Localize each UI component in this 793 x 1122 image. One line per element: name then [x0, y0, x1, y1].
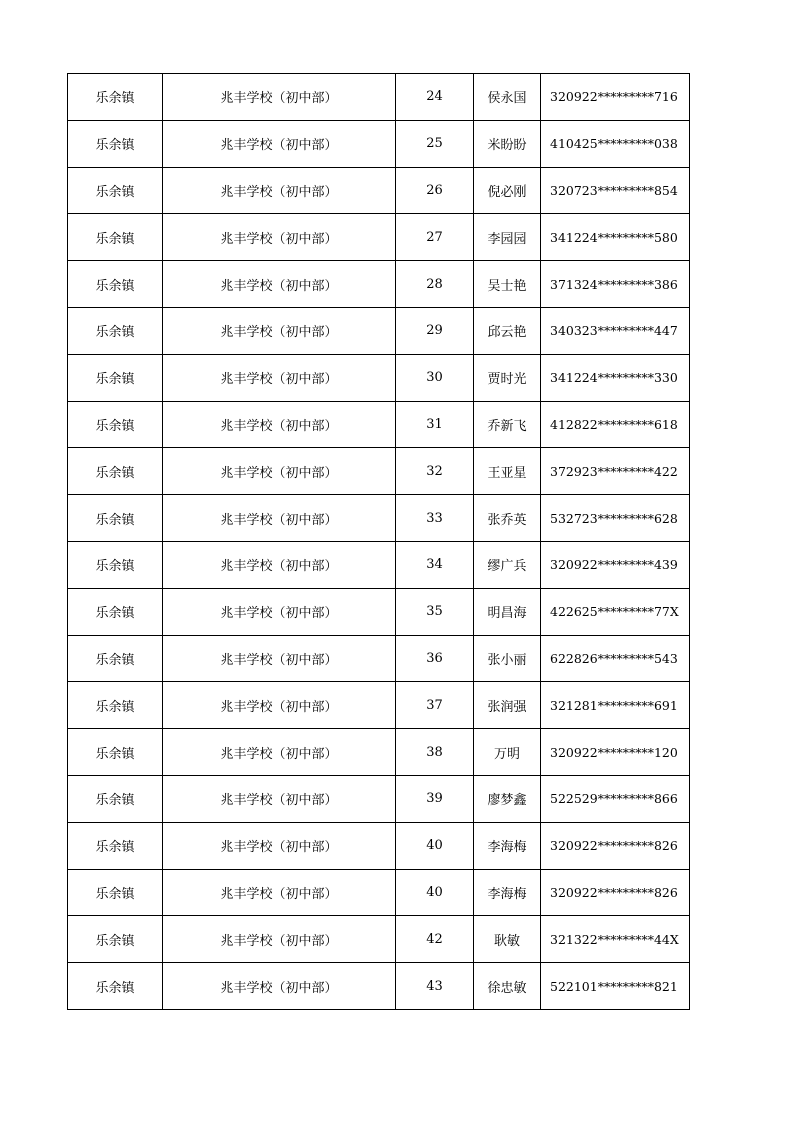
- table-row: [68, 541, 690, 588]
- town-cell: 乐余镇: [68, 354, 163, 401]
- school-cell: 兆丰学校（初中部）: [163, 167, 396, 214]
- school-cell: 兆丰学校（初中部）: [163, 307, 396, 354]
- name-cell: 贾时光: [474, 354, 541, 401]
- table-row: [68, 74, 690, 121]
- town-cell: 乐余镇: [68, 214, 163, 261]
- number-cell: 31: [396, 401, 474, 448]
- school-cell: 兆丰学校（初中部）: [163, 822, 396, 869]
- school-cell: 兆丰学校（初中部）: [163, 588, 396, 635]
- school-cell: 兆丰学校（初中部）: [163, 495, 396, 542]
- name-cell: 耿敏: [474, 916, 541, 963]
- name-cell: 侯永国: [474, 74, 541, 121]
- number-cell: 29: [396, 307, 474, 354]
- number-cell: 24: [396, 74, 474, 121]
- table-row: [68, 495, 690, 542]
- id-number-cell: 320922*********826: [541, 822, 690, 869]
- school-cell: 兆丰学校（初中部）: [163, 214, 396, 261]
- table-row: [68, 729, 690, 776]
- school-cell: 兆丰学校（初中部）: [163, 869, 396, 916]
- table-row: [68, 916, 690, 963]
- table-row: [68, 869, 690, 916]
- id-number-cell: 320723*********854: [541, 167, 690, 214]
- town-cell: 乐余镇: [68, 682, 163, 729]
- id-number-cell: 320922*********826: [541, 869, 690, 916]
- name-cell: 明昌海: [474, 588, 541, 635]
- table-row: [68, 588, 690, 635]
- name-cell: 米盼盼: [474, 120, 541, 167]
- id-number-cell: 372923*********422: [541, 448, 690, 495]
- name-cell: 倪必刚: [474, 167, 541, 214]
- name-cell: 乔新飞: [474, 401, 541, 448]
- id-number-cell: 422625*********77X: [541, 588, 690, 635]
- school-cell: 兆丰学校（初中部）: [163, 916, 396, 963]
- name-cell: 缪广兵: [474, 541, 541, 588]
- name-cell: 徐忠敏: [474, 963, 541, 1010]
- town-cell: 乐余镇: [68, 822, 163, 869]
- town-cell: 乐余镇: [68, 167, 163, 214]
- town-cell: 乐余镇: [68, 635, 163, 682]
- table-row: [68, 448, 690, 495]
- town-cell: 乐余镇: [68, 869, 163, 916]
- school-cell: 兆丰学校（初中部）: [163, 74, 396, 121]
- table-body: [68, 74, 690, 1010]
- number-cell: 28: [396, 261, 474, 308]
- town-cell: 乐余镇: [68, 916, 163, 963]
- number-cell: 26: [396, 167, 474, 214]
- table-row: [68, 167, 690, 214]
- personnel-table: [67, 73, 690, 1010]
- id-number-cell: 340323*********447: [541, 307, 690, 354]
- town-cell: 乐余镇: [68, 495, 163, 542]
- school-cell: 兆丰学校（初中部）: [163, 120, 396, 167]
- town-cell: 乐余镇: [68, 120, 163, 167]
- id-number-cell: 320922*********716: [541, 74, 690, 121]
- number-cell: 40: [396, 822, 474, 869]
- table-row: [68, 120, 690, 167]
- name-cell: 李海梅: [474, 869, 541, 916]
- id-number-cell: 321322*********44X: [541, 916, 690, 963]
- table-row: [68, 214, 690, 261]
- number-cell: 36: [396, 635, 474, 682]
- name-cell: 邱云艳: [474, 307, 541, 354]
- number-cell: 39: [396, 775, 474, 822]
- number-cell: 32: [396, 448, 474, 495]
- school-cell: 兆丰学校（初中部）: [163, 401, 396, 448]
- town-cell: 乐余镇: [68, 729, 163, 776]
- school-cell: 兆丰学校（初中部）: [163, 729, 396, 776]
- name-cell: 李园园: [474, 214, 541, 261]
- school-cell: 兆丰学校（初中部）: [163, 775, 396, 822]
- table-row: [68, 775, 690, 822]
- number-cell: 25: [396, 120, 474, 167]
- school-cell: 兆丰学校（初中部）: [163, 963, 396, 1010]
- id-number-cell: 371324*********386: [541, 261, 690, 308]
- table-row: [68, 261, 690, 308]
- town-cell: 乐余镇: [68, 401, 163, 448]
- id-number-cell: 320922*********120: [541, 729, 690, 776]
- number-cell: 35: [396, 588, 474, 635]
- table-row: [68, 963, 690, 1010]
- number-cell: 27: [396, 214, 474, 261]
- town-cell: 乐余镇: [68, 448, 163, 495]
- school-cell: 兆丰学校（初中部）: [163, 261, 396, 308]
- id-number-cell: 320922*********439: [541, 541, 690, 588]
- number-cell: 42: [396, 916, 474, 963]
- school-cell: 兆丰学校（初中部）: [163, 682, 396, 729]
- town-cell: 乐余镇: [68, 74, 163, 121]
- name-cell: 吴士艳: [474, 261, 541, 308]
- id-number-cell: 412822*********618: [541, 401, 690, 448]
- id-number-cell: 522529*********866: [541, 775, 690, 822]
- number-cell: 40: [396, 869, 474, 916]
- school-cell: 兆丰学校（初中部）: [163, 541, 396, 588]
- town-cell: 乐余镇: [68, 963, 163, 1010]
- number-cell: 34: [396, 541, 474, 588]
- town-cell: 乐余镇: [68, 307, 163, 354]
- id-number-cell: 410425*********038: [541, 120, 690, 167]
- number-cell: 38: [396, 729, 474, 776]
- number-cell: 30: [396, 354, 474, 401]
- id-number-cell: 532723*********628: [541, 495, 690, 542]
- number-cell: 37: [396, 682, 474, 729]
- town-cell: 乐余镇: [68, 261, 163, 308]
- id-number-cell: 341224*********580: [541, 214, 690, 261]
- name-cell: 张润强: [474, 682, 541, 729]
- town-cell: 乐余镇: [68, 775, 163, 822]
- school-cell: 兆丰学校（初中部）: [163, 635, 396, 682]
- town-cell: 乐余镇: [68, 588, 163, 635]
- name-cell: 张乔英: [474, 495, 541, 542]
- table-row: [68, 822, 690, 869]
- number-cell: 33: [396, 495, 474, 542]
- id-number-cell: 522101*********821: [541, 963, 690, 1010]
- table-row: [68, 354, 690, 401]
- name-cell: 李海梅: [474, 822, 541, 869]
- id-number-cell: 622826*********543: [541, 635, 690, 682]
- table-row: [68, 635, 690, 682]
- number-cell: 43: [396, 963, 474, 1010]
- school-cell: 兆丰学校（初中部）: [163, 448, 396, 495]
- name-cell: 张小丽: [474, 635, 541, 682]
- id-number-cell: 321281*********691: [541, 682, 690, 729]
- school-cell: 兆丰学校（初中部）: [163, 354, 396, 401]
- table-row: [68, 307, 690, 354]
- name-cell: 廖梦鑫: [474, 775, 541, 822]
- name-cell: 万明: [474, 729, 541, 776]
- table-row: [68, 682, 690, 729]
- town-cell: 乐余镇: [68, 541, 163, 588]
- table-row: [68, 401, 690, 448]
- name-cell: 王亚星: [474, 448, 541, 495]
- id-number-cell: 341224*********330: [541, 354, 690, 401]
